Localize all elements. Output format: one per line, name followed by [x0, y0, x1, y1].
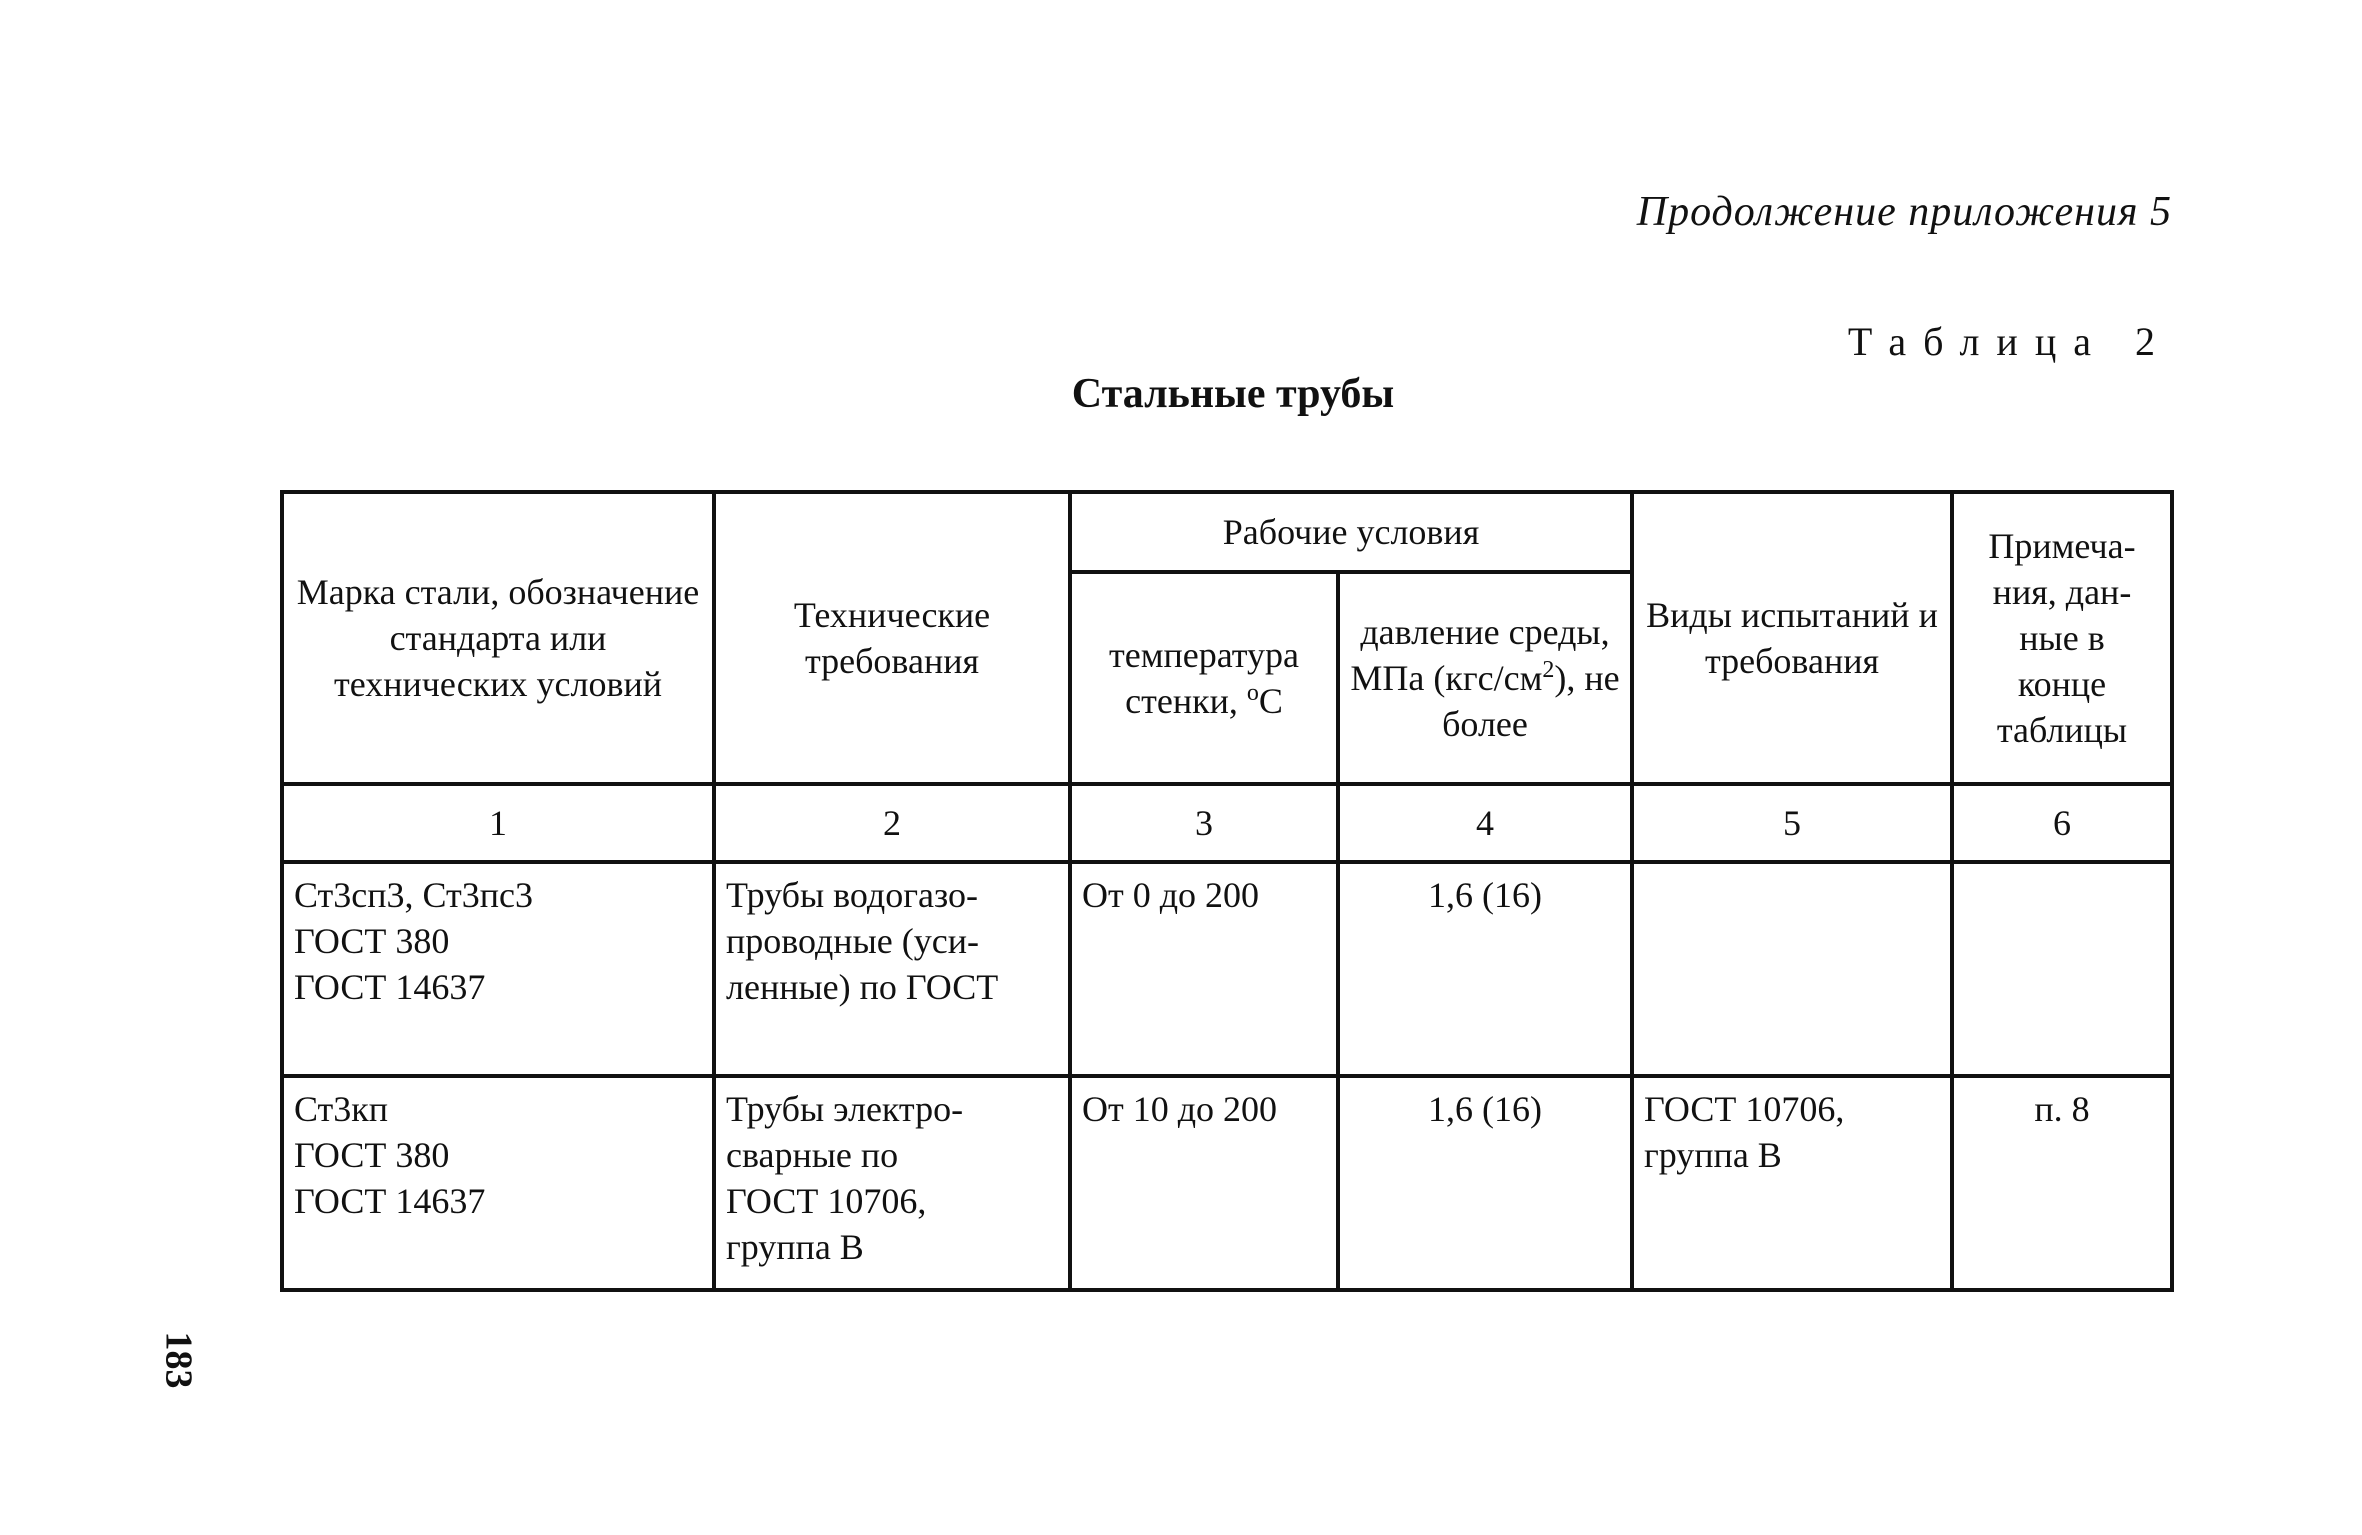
cell-wall-temperature: От 10 до 200: [1070, 1076, 1338, 1290]
cell-pressure: 1,6 (16): [1338, 862, 1632, 1076]
column-number: 3: [1070, 784, 1338, 862]
steel-pipes-table: [280, 490, 2174, 1292]
cell-notes: п. 8: [1952, 1076, 2172, 1290]
column-number: 4: [1338, 784, 1632, 862]
page-number: [148, 1330, 208, 1390]
column-number: 6: [1952, 784, 2172, 862]
col-header-test-types: Виды испытаний и требования: [1632, 492, 1952, 784]
cell-tech-requirements: Трубы электро- сварные по ГОСТ 10706, группа В: [714, 1076, 1070, 1290]
column-number-row: [282, 784, 2172, 862]
table-title: Стальные трубы: [1071, 371, 1395, 417]
col-header-pressure: [1338, 572, 1632, 784]
column-number: 2: [714, 784, 1070, 862]
cell-pressure: 1,6 (16): [1338, 1076, 1632, 1290]
cell-wall-temperature: От 0 до 200: [1070, 862, 1338, 1076]
col-header-wall-temperature: [1070, 572, 1338, 784]
col-header-steel-grade: Марка стали, обозначение стандарта или технических условий: [282, 492, 714, 784]
col-header-notes: Примеча- ния, дан- ные в конце таблицы: [1952, 492, 2172, 784]
table-row: [282, 1076, 2172, 1290]
header-row: [282, 492, 2172, 572]
pressure-superscript: 2: [1542, 657, 1555, 683]
degree-sign: о: [1246, 680, 1259, 706]
table-row: [282, 862, 2172, 1076]
pressure-text-a: давление среды, МПа (кгс/см: [1350, 612, 1610, 698]
cell-steel-grade: Ст3кп ГОСТ 380 ГОСТ 14637: [282, 1076, 714, 1290]
continuation-heading: Продолжение приложения 5: [1636, 189, 2172, 235]
col-header-working-conditions: Рабочие условия: [1070, 492, 1632, 572]
cell-test-types: ГОСТ 10706, группа В: [1632, 1076, 1952, 1290]
cell-test-types: [1632, 862, 1952, 1076]
col-header-tech-requirements: Технические требования: [714, 492, 1070, 784]
cell-notes: [1952, 862, 2172, 1076]
cell-tech-requirements: Трубы водогазо- проводные (уси- ленные) по ГОСТ: [714, 862, 1070, 1076]
cell-steel-grade: Ст3сп3, Ст3пс3 ГОСТ 380 ГОСТ 14637: [282, 862, 714, 1076]
pressure-text-b: ), не более: [1442, 658, 1620, 744]
column-number: 5: [1632, 784, 1952, 862]
table-number-label: Таблица 2: [1847, 319, 2172, 364]
temperature-unit: С: [1258, 681, 1283, 721]
page-number-text: 183: [157, 1331, 199, 1389]
wall-temperature-text: температура стенки,: [1108, 635, 1300, 721]
column-number: 1: [282, 784, 714, 862]
